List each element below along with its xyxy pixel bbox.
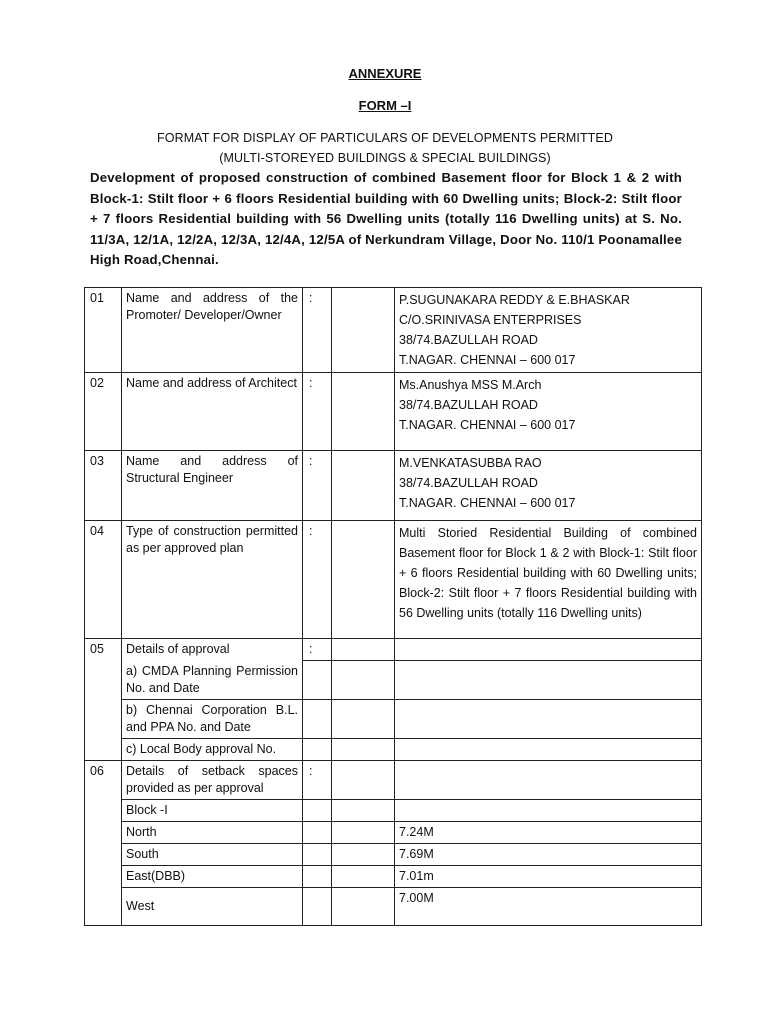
table-row (85, 451, 702, 521)
table-row (85, 699, 702, 738)
annexure-heading: ANNEXURE (348, 66, 422, 81)
setback-west-label: West (122, 887, 303, 925)
value-line: T.NAGAR. CHENNAI – 600 017 (399, 418, 576, 432)
value-line: Ms.Anushya MSS M.Arch (399, 378, 542, 392)
setback-east-label: East(DBB) (122, 865, 303, 887)
row-value (395, 373, 702, 451)
row-value (395, 760, 702, 799)
blank-cell (303, 887, 332, 925)
blank-cell (303, 865, 332, 887)
blank-cell (332, 760, 395, 799)
value-line: T.NAGAR. CHENNAI – 600 017 (399, 353, 576, 367)
blank-cell (303, 699, 332, 738)
row-label: Details of setback spaces provided as per approval (122, 760, 303, 799)
row-label: Name and address of Architect (122, 373, 303, 451)
table-row (85, 887, 702, 925)
blank-cell (395, 738, 702, 760)
row-colon: : (303, 760, 332, 799)
setback-north-value: 7.24M (395, 821, 702, 843)
row-number: 06 (85, 760, 122, 925)
blank-cell (332, 843, 395, 865)
value-line: T.NAGAR. CHENNAI – 600 017 (399, 496, 576, 510)
table-row (85, 661, 702, 700)
block-label: Block -I (122, 799, 303, 821)
table-row (85, 865, 702, 887)
form-heading: FORM –I (358, 98, 412, 113)
row-number: 01 (85, 288, 122, 373)
blank-cell (332, 738, 395, 760)
blank-cell (332, 639, 395, 661)
blank-cell (332, 451, 395, 521)
blank-cell (332, 288, 395, 373)
row-number: 04 (85, 521, 122, 639)
setback-north-label: North (122, 821, 303, 843)
row-label: Type of construction permitted as per approved plan (122, 521, 303, 639)
row-value (395, 451, 702, 521)
row-number: 05 (85, 639, 122, 761)
table-row (85, 521, 702, 639)
row-colon: : (303, 521, 332, 639)
table-row (85, 639, 702, 661)
blank-cell (303, 661, 332, 700)
blank-cell (332, 521, 395, 639)
blank-cell (332, 373, 395, 451)
setback-east-value: 7.01m (395, 865, 702, 887)
blank-cell (303, 799, 332, 821)
table-row (85, 373, 702, 451)
setback-south-label: South (122, 843, 303, 865)
blank-cell (332, 865, 395, 887)
blank-cell (332, 887, 395, 925)
value-line: P.SUGUNAKARA REDDY & E.BHASKAR (399, 293, 630, 307)
table-row (85, 760, 702, 799)
table-row (85, 799, 702, 821)
approval-c: c) Local Body approval No. (122, 738, 303, 760)
blank-cell (303, 821, 332, 843)
development-description: Development of proposed construction of combined Basement floor for Block 1 & 2 with Block-1: Stilt floor + 6 floors Residential building with 60 Dwelling units; Block-2: Stilt floor + 7 floors Residential building with 56 Dwelling units (totally 116 Dwelling units) at S. No. 11/3A, 12/1A, 12/2A, 12/3A, 12/4A, 12/5A of Nerkundram Village, Door No. 110/1 Poonamallee High Road,Chennai. (90, 170, 682, 267)
row-label: Name and address of the Promoter/ Developer/Owner (122, 288, 303, 373)
row-number: 02 (85, 373, 122, 451)
format-line-1: FORMAT FOR DISPLAY OF PARTICULARS OF DEVELOPMENTS PERMITTED (157, 131, 613, 145)
table-row (85, 843, 702, 865)
blank-cell (303, 738, 332, 760)
row-number: 03 (85, 451, 122, 521)
value-line: 38/74.BAZULLAH ROAD (399, 333, 538, 347)
row-colon: : (303, 639, 332, 661)
row-value (395, 639, 702, 661)
value-line: 38/74.BAZULLAH ROAD (399, 398, 538, 412)
row-label: Name and address of Structural Engineer (122, 451, 303, 521)
format-line-2: (MULTI-STOREYED BUILDINGS & SPECIAL BUILDINGS) (219, 151, 551, 165)
blank-cell (332, 661, 395, 700)
table-row (85, 288, 702, 373)
approval-a: a) CMDA Planning Permission No. and Date (122, 661, 303, 700)
blank-cell (303, 843, 332, 865)
setback-south-value: 7.69M (395, 843, 702, 865)
value-line: 38/74.BAZULLAH ROAD (399, 476, 538, 490)
blank-cell (395, 661, 702, 700)
blank-cell (395, 799, 702, 821)
particulars-table (84, 287, 702, 926)
row-value: Multi Storied Residential Building of combined Basement floor for Block 1 & 2 with Block-1: Stilt floor + 6 floors Residential building with 60 Dwelling units; Block-2: Stilt floor + 7 floors Residential building with 56 Dwelling units (totally 116 Dwelling units) (395, 521, 702, 639)
value-line: C/O.SRINIVASA ENTERPRISES (399, 313, 582, 327)
blank-cell (332, 799, 395, 821)
blank-cell (395, 699, 702, 738)
row-label: Details of approval (122, 639, 303, 661)
table-row (85, 821, 702, 843)
row-colon: : (303, 373, 332, 451)
value-line: M.VENKATASUBBA RAO (399, 456, 542, 470)
row-value (395, 288, 702, 373)
row-colon: : (303, 288, 332, 373)
table-row (85, 738, 702, 760)
setback-west-value: 7.00M (395, 887, 702, 925)
blank-cell (332, 699, 395, 738)
approval-b: b) Chennai Corporation B.L. and PPA No. and Date (122, 699, 303, 738)
row-colon: : (303, 451, 332, 521)
blank-cell (332, 821, 395, 843)
